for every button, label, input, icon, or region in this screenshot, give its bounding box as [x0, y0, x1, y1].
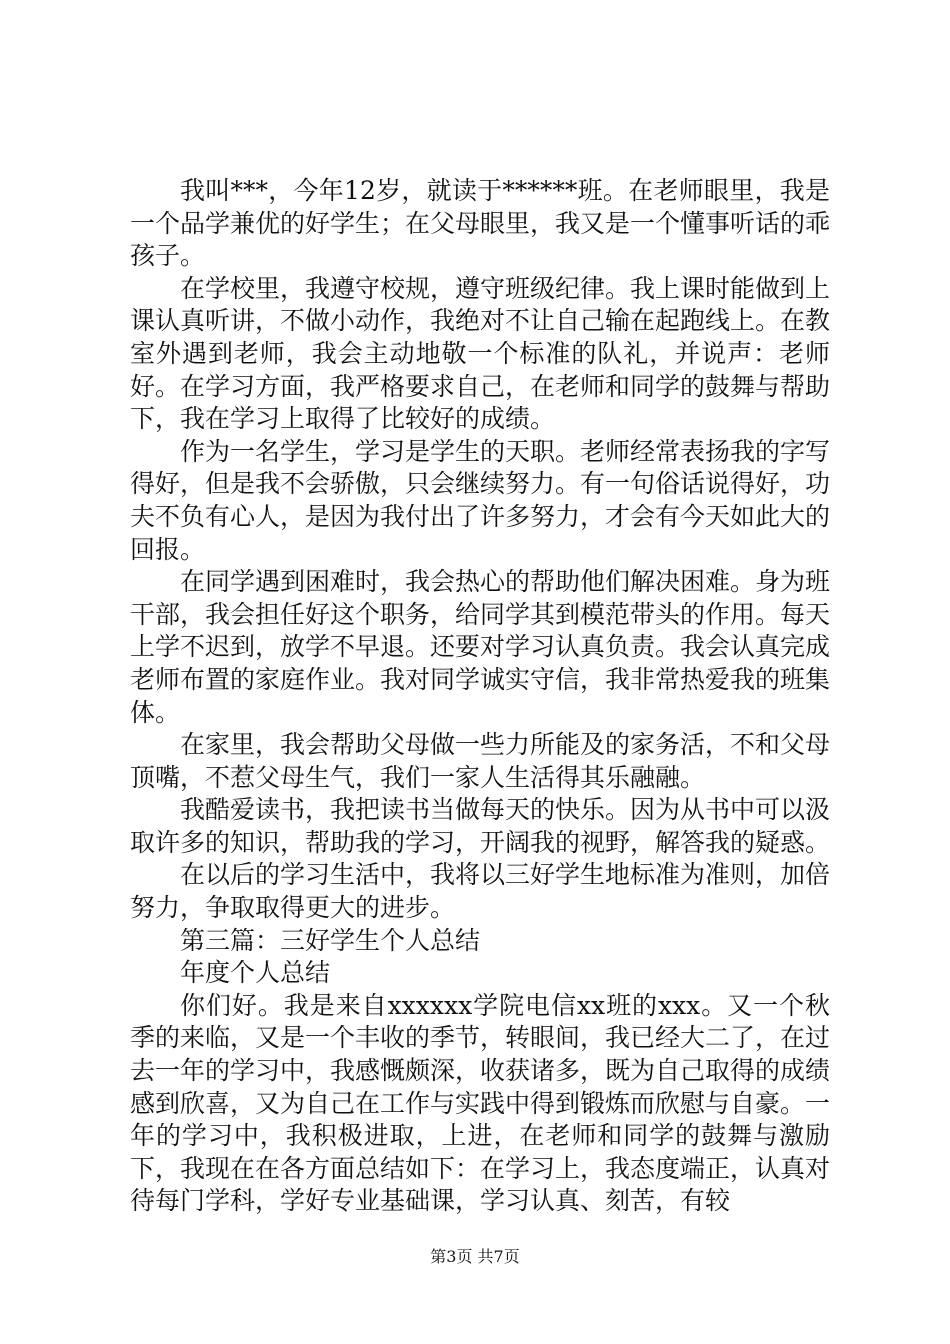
page-footer: 第3页 共7页: [430, 1247, 520, 1266]
paragraph-school: 在学校里，我遵守校规，遵守班级纪律。我上课时能做到上课认真听讲，不做小动作，我绝对不让自己输在起跑线上。在教室外遇到老师，我会主动地敬一个标准的队礼，并说声：老师好。在学习方面，我严格要求自己，在老师和同学的鼓舞与帮助下，我在学习上取得了比较好的成绩。: [130, 273, 831, 434]
document-body: [130, 175, 830, 1218]
subsection-heading: 年度个人总结: [180, 958, 331, 988]
paragraph-intro: 我叫***，今年12岁，就读于******班。在老师眼里，我是一个品学兼优的好学生；在父母眼里，我又是一个懂事听话的乖孩子。: [130, 176, 831, 271]
paragraph-reading: 我酷爱读书，我把读书当做每天的快乐。因为从书中可以汲取许多的知识，帮助我的学习，开阔我的视野，解答我的疑惑。: [130, 795, 831, 857]
section-heading: 第三篇：三好学生个人总结: [180, 925, 481, 955]
paragraph-home: 在家里，我会帮助父母做一些力所能及的家务活，不和父母顶嘴，不惹父母生气，我们一家人生活得其乐融融。: [130, 730, 831, 792]
paragraph-study: 作为一名学生，学习是学生的天职。老师经常表扬我的字写得好，但是我不会骄傲，只会继续努力。有一句俗话说得好，功夫不负有心人，是因为我付出了许多努力，才会有今天如此大的回报。: [130, 436, 831, 564]
paragraph-future: 在以后的学习生活中，我将以三好学生地标准为准则，加倍努力，争取取得更大的进步。: [130, 860, 831, 923]
paragraph-classmates: 在同学遇到困难时，我会热心的帮助他们解决困难。身为班干部，我会担任好这个职务，给同学其到模范带头的作用。每天上学不迟到，放学不早退。还要对学习认真负责。我会认真完成老师布置的家庭作业。我对同学诚实守信，我非常热爱我的班集体。: [130, 567, 831, 727]
paragraph-annual-summary: 你们好。我是来自xxxxxx学院电信xx班的xxx。又一个秋季的来临，又是一个丰收的季节，转眼间，我已经大二了，在过去一年的学习中，我感慨颇深，收获诸多，既为自己取得的成绩感到欣喜，又为自己在工作与实践中得到锻炼而欣慰与自豪。一年的学习中，我积极进取，上进，在老师和同学的鼓舞与激励下，我现在在各方面总结如下：在学习上，我态度端正，认真对待每门学科，学好专业基础课，学习认真、刻苦，有较: [130, 990, 831, 1216]
